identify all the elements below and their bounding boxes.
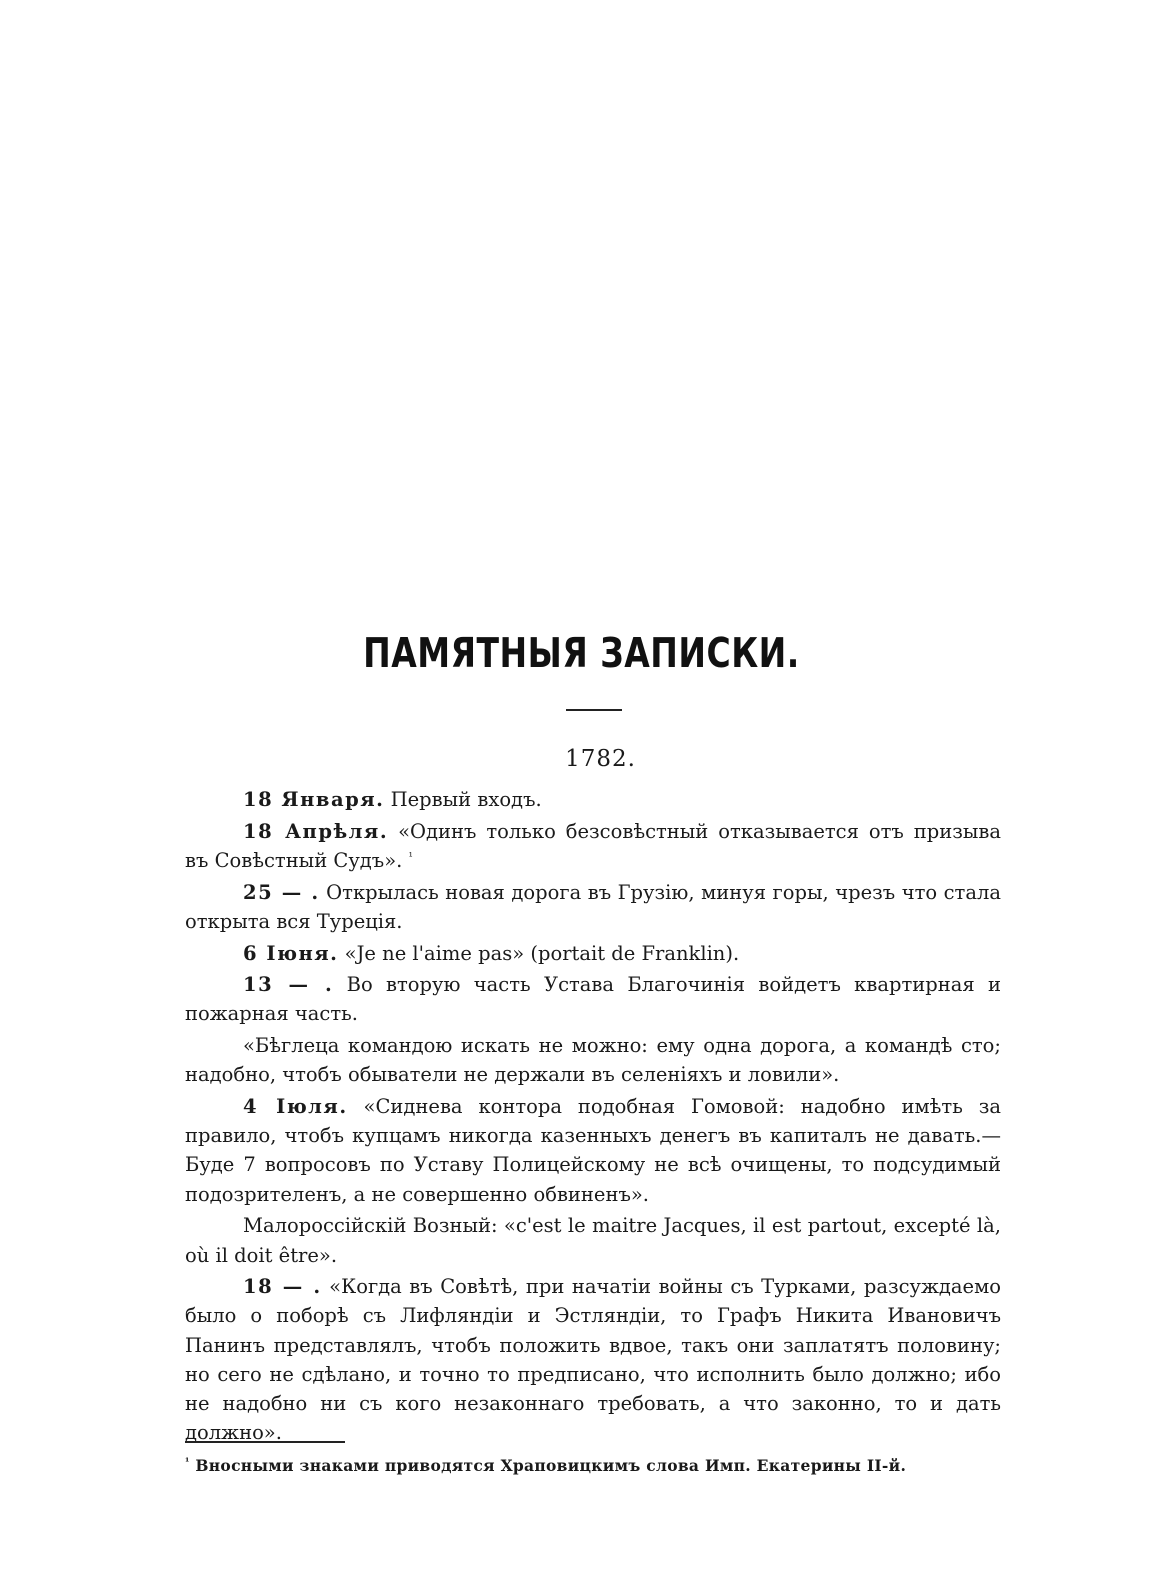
entry-date: 25 — . bbox=[243, 880, 320, 904]
year-heading: 1782. bbox=[565, 746, 636, 772]
entry-paragraph bbox=[185, 878, 1001, 936]
entry-paragraph bbox=[185, 817, 1001, 875]
entry-text: «Je ne l'aime pas» (portait de Franklin). bbox=[338, 941, 740, 965]
entry-paragraph bbox=[185, 785, 1001, 814]
entry-paragraph bbox=[185, 939, 1001, 968]
footnote-text: Вносными знаками приводятся Храповицкимъ слова Имп. Екатерины II-й. bbox=[189, 1456, 907, 1475]
page-title: ПАМЯТНЫЯ ЗАПИСКИ. bbox=[363, 628, 800, 677]
entry-date: 18 Апрѣля. bbox=[243, 819, 389, 843]
footnote bbox=[185, 1455, 1001, 1477]
entry-text: Малороссійскій Возный: «c'est le maitre Jacques, il est partout, excepté là, où il doit être». bbox=[185, 1214, 1001, 1267]
entry-date: 18 — . bbox=[243, 1275, 322, 1299]
footnote-divider bbox=[185, 1441, 345, 1443]
entries-body bbox=[185, 785, 1001, 1450]
entry-date: 18 Января. bbox=[243, 788, 385, 811]
entry-date: 6 Іюня. bbox=[243, 941, 339, 965]
entry-paragraph bbox=[185, 1272, 1001, 1447]
entry-text: «Сиднева контора подобная Гомовой: надобно имѣть за правило, чтобъ купцамъ никогда казенныхъ денегъ въ капиталъ не давать.—Буде 7 вопросовъ по Уставу Полицейскому не всѣ очищены, то подсудимый подозрителенъ, а не совершенно обвиненъ». bbox=[185, 1095, 1002, 1206]
footnote-mark: ¹ bbox=[185, 1457, 190, 1468]
entry-text: Во вторую часть Устава Благочинія войдетъ квартирная и пожарная часть. bbox=[185, 973, 1001, 1026]
entry-text: «Бѣглеца командою искать не можно: ему одна дорога, а командѣ сто; надобно, чтобъ обыватели не держали въ селеніяхъ и ловили». bbox=[185, 1034, 1001, 1087]
title-divider bbox=[566, 709, 622, 711]
entry-text: «Когда въ Совѣтѣ, при начатіи войны съ Турками, разсуждаемо было о поборѣ съ Лифляндіи и Эстляндіи, то Графъ Никита Ивановичъ Панинъ представлялъ, чтобъ положить вдвое, такъ они заплатятъ половину; но сего не сдѣлано, и точно то предписано, что исполнить было должно; ибо не надобно ни съ кого незаконнаго требовать, а что законно, то и дать должно». bbox=[185, 1275, 1001, 1445]
entry-paragraph bbox=[185, 1092, 1001, 1209]
entry-paragraph bbox=[185, 1211, 1001, 1269]
entry-date: 4 Іюля. bbox=[243, 1095, 348, 1119]
entry-text: Открылась новая дорога въ Грузію, минуя горы, чрезъ что стала открыта вся Турецiя. bbox=[185, 880, 1001, 933]
entry-text: Первый входъ. bbox=[384, 788, 542, 811]
footnote-reference: ¹ bbox=[408, 849, 413, 863]
entry-date: 13 — . bbox=[243, 973, 334, 997]
entry-text: «Одинъ только безсовѣстный отказывается отъ призыва въ Совѣстный Судъ». bbox=[185, 819, 1001, 872]
entry-paragraph bbox=[185, 1031, 1001, 1089]
entry-paragraph bbox=[185, 970, 1001, 1028]
